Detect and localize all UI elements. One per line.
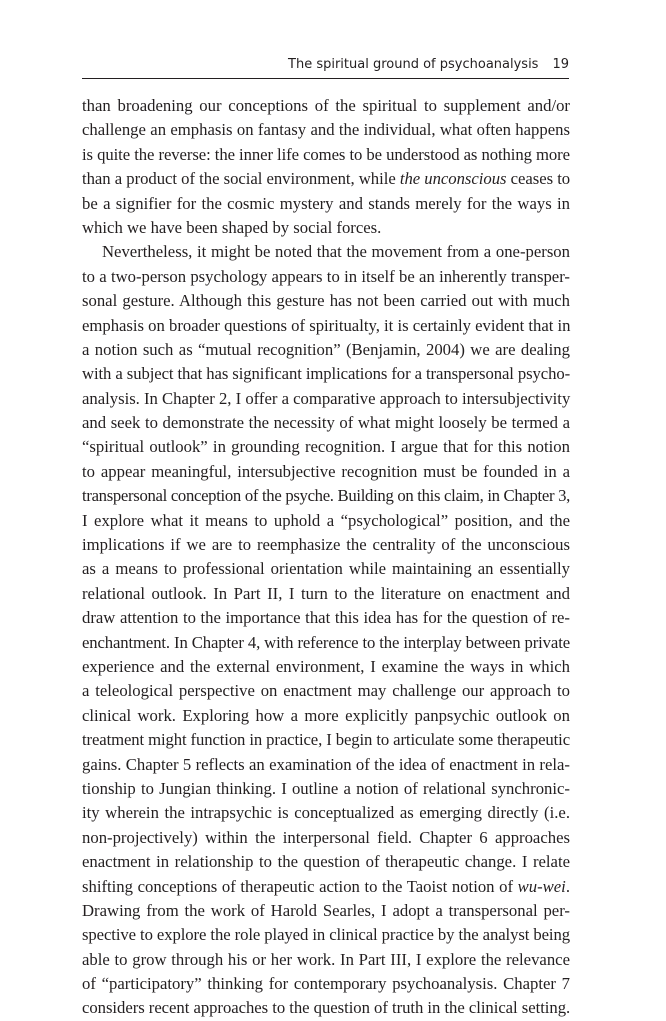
- text-line: to a two-person psychology appears to in itself be an inherently transper-: [82, 266, 570, 286]
- text-line: relational outlook. In Part II, I turn to the literature on enactment and: [82, 583, 570, 603]
- text-line: and seek to demonstrate the necessity of what might loosely be termed a: [82, 413, 570, 433]
- text-line: a teleological perspective on enactment may challenge our approach to: [82, 681, 570, 701]
- text-line: which we have been shaped by social forces.: [82, 217, 382, 237]
- text-line: “spiritual outlook” in grounding recognition. I argue that for this notion: [82, 437, 570, 457]
- text-line: than a product of the social environment, while the unconscious ceases to: [82, 169, 571, 189]
- text-line: gains. Chapter 5 reflects an examination of the idea of enactment in rela-: [82, 754, 570, 774]
- text-line: with a subject that has significant implications for a transpersonal psycho-: [82, 364, 571, 384]
- text-line: non-projectively) within the interpersonal field. Chapter 6 approaches: [82, 827, 570, 847]
- italic-text: the unconscious: [399, 169, 507, 189]
- text-line: implications if we are to reemphasize the centrality of the unconscious: [82, 535, 570, 555]
- text-line: spective to explore the role played in clinical practice by the analyst being: [82, 925, 570, 945]
- text-line: treatment might function in practice, I begin to articulate some therapeutic: [82, 730, 570, 750]
- text-line: sonal gesture. Although this gesture has not been carried out with much: [82, 291, 570, 311]
- text-line: considers recent approaches to the question of truth in the clinical setting.: [82, 998, 571, 1018]
- text-line: challenge an emphasis on fantasy and the individual, what often happens: [82, 120, 570, 140]
- text-line: ity wherein the intrapsychic is conceptualized as emerging directly (i.e.: [82, 803, 570, 823]
- text-line: Drawing from the work of Harold Searles, I adopt a transpersonal per-: [82, 900, 570, 920]
- text-line: is quite the reverse: the inner life comes to be understood as nothing more: [82, 144, 570, 164]
- text-line: Nevertheless, it might be noted that the movement from a one-person: [102, 242, 570, 262]
- text-line: transpersonal conception of the psyche. Building on this claim, in Chapter 3,: [82, 486, 570, 506]
- text-line: than broadening our conceptions of the spiritual to supplement and/or: [82, 96, 570, 115]
- paragraph: [82, 94, 570, 240]
- running-head-title: The spiritual ground of psychoanalysis: [288, 57, 539, 72]
- italic-text: wu-wei: [517, 876, 566, 896]
- text-line: clinical work. Exploring how a more explicitly panpsychic outlook on: [82, 705, 570, 725]
- text-line: a notion such as “mutual recognition” (Benjamin, 2004) we are dealing: [82, 339, 570, 359]
- text-line: tionship to Jungian thinking. I outline a notion of relational synchronic-: [82, 778, 570, 798]
- text-line: as a means to professional orientation while maintaining an essentially: [82, 559, 570, 579]
- text-line: be a signifier for the cosmic mystery and stands merely for the ways in: [82, 193, 570, 213]
- text-line: draw attention to the importance that this idea has for the question of re-: [82, 608, 570, 628]
- text-line: to appear meaningful, intersubjective recognition must be founded in a: [82, 461, 570, 481]
- text-line: enactment in relationship to the question of therapeutic change. I relate: [82, 852, 570, 872]
- text-line: experience and the external environment, I examine the ways in which: [82, 656, 570, 676]
- text-line: of “participatory” thinking for contemporary psychoanalysis. Chapter 7: [82, 974, 570, 994]
- text-line: enchantment. In Chapter 4, with reference to the interplay between private: [82, 632, 570, 652]
- page-number: 19: [552, 57, 569, 72]
- body-text: [82, 94, 570, 1021]
- running-head: [82, 56, 569, 79]
- text-line: shifting conceptions of therapeutic action to the Taoist notion of wu-wei.: [82, 876, 570, 896]
- paragraph: [82, 240, 570, 1021]
- text-line: analysis. In Chapter 2, I offer a comparative approach to intersubjectivity: [82, 388, 571, 408]
- text-line: able to grow through his or her work. In Part III, I explore the relevance: [82, 949, 570, 969]
- text-line: emphasis on broader questions of spiritualty, it is certainly evident that in: [82, 315, 571, 335]
- text-line: I explore what it means to uphold a “psychological” position, and the: [82, 510, 570, 530]
